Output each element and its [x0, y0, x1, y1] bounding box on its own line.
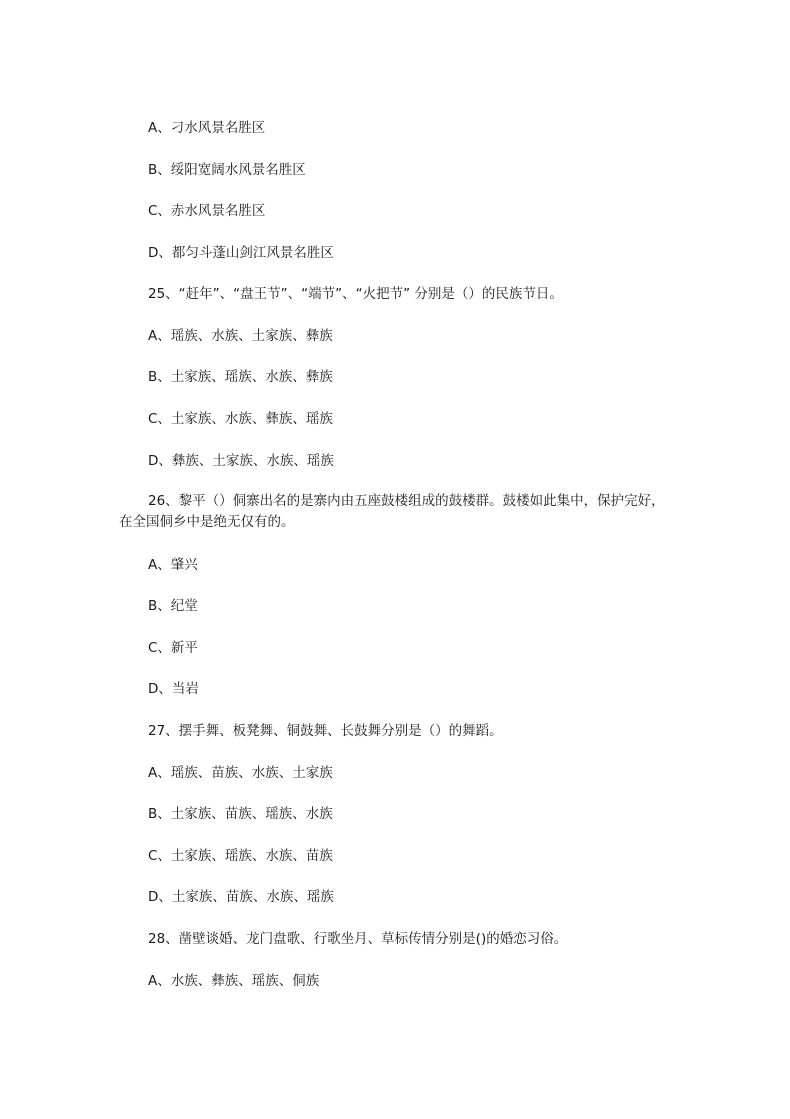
- q28-question: 28、凿壁谈婚、龙门盘歌、行歌坐月、草标传情分别是()的婚恋习俗。: [148, 931, 568, 947]
- q26-question-line2: 在全国侗乡中是绝无仅有的。: [119, 514, 295, 530]
- q24-option-a: A、刁水风景名胜区: [148, 120, 266, 136]
- q27-option-c: C、土家族、瑶族、水族、苗族: [148, 848, 333, 864]
- q26-question-line1: 26、黎平（）侗寨出名的是寨内由五座鼓楼组成的鼓楼群。鼓楼如此集中，保护完好，: [148, 493, 665, 509]
- q24-option-b: B、绥阳宽阔水风景名胜区: [148, 162, 306, 178]
- q25-option-a: A、瑶族、水族、土家族、彝族: [148, 328, 333, 344]
- q25-option-b: B、土家族、瑶族、水族、彝族: [148, 369, 333, 385]
- q26-option-d: D、当岩: [148, 681, 199, 697]
- q27-option-d: D、土家族、苗族、水族、瑶族: [148, 889, 334, 905]
- q26-option-c: C、新平: [148, 640, 198, 656]
- q25-option-c: C、土家族、水族、彝族、瑶族: [148, 411, 333, 427]
- q25-option-d: D、彝族、土家族、水族、瑶族: [148, 453, 334, 469]
- q27-option-b: B、土家族、苗族、瑶族、水族: [148, 806, 333, 822]
- q26-option-a: A、肇兴: [148, 557, 198, 573]
- q25-question: 25、“赶年”、“盘王节”、“端节”、“火把节” 分别是（）的民族节日。: [148, 286, 563, 302]
- q24-option-c: C、赤水风景名胜区: [148, 203, 266, 219]
- q26-option-b: B、纪堂: [148, 598, 198, 614]
- q24-option-d: D、都匀斗蓬山剑江风景名胜区: [148, 245, 334, 261]
- q28-option-a: A、水族、彝族、瑶族、侗族: [148, 973, 320, 989]
- q27-option-a: A、瑶族、苗族、水族、土家族: [148, 765, 333, 781]
- q27-question: 27、摆手舞、板凳舞、铜鼓舞、长鼓舞分别是（）的舞蹈。: [148, 723, 503, 739]
